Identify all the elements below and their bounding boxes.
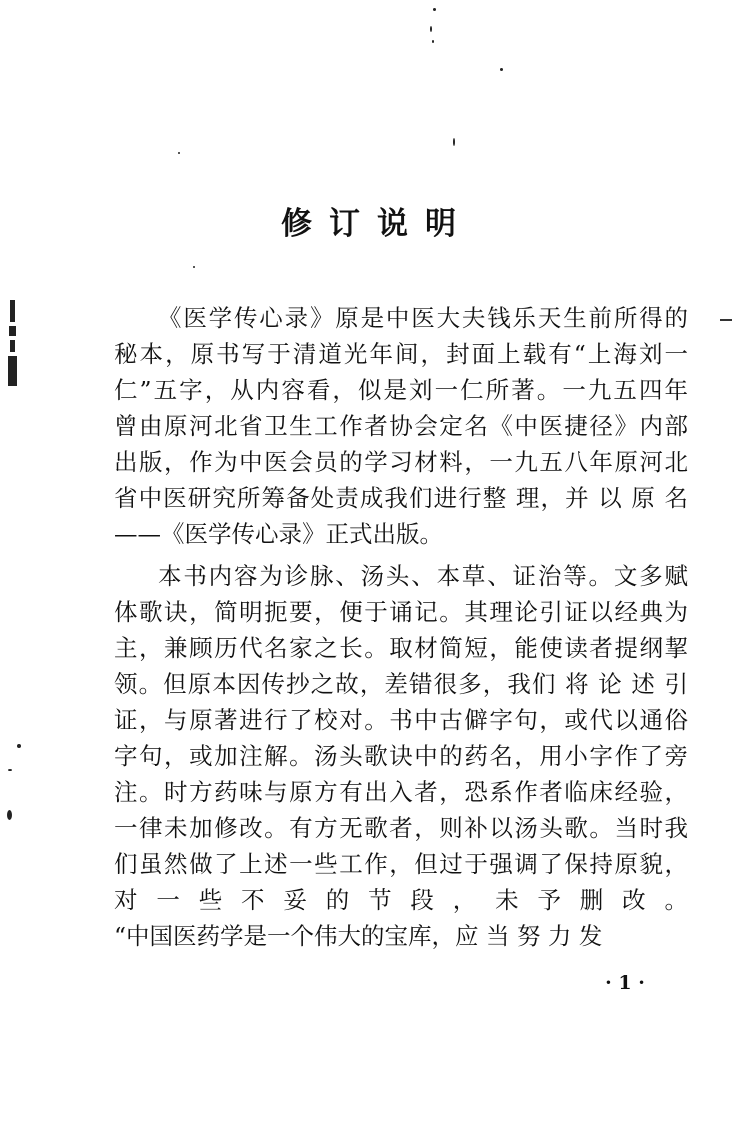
text-line	[158, 924, 688, 960]
scan-speck	[17, 744, 21, 748]
text-line: 省中医研究所筹备处责成我们进行整 理，并 以 原 名	[114, 484, 688, 512]
text-line: 《医学传心录》原是中医大夫钱乐天生前所得的	[158, 304, 688, 332]
page-number: · 1 ·	[605, 972, 645, 994]
scan-speck	[178, 152, 180, 154]
text-line: 们虽然做了上述一些工作，但过于强调了保持原貌，	[114, 850, 688, 878]
scan-speck	[500, 68, 503, 71]
text-line: 领。但原本因传抄之故，差错很多，我们 将 论 述 引	[114, 670, 688, 698]
text-line: 曾由原河北省卫生工作者协会定名《中医捷径》内部	[114, 412, 688, 440]
text-line: 出版，作为中医会员的学习材料，一九五八年原河北	[114, 448, 688, 476]
text-line: 体歌诀，简明扼要，便于诵记。其理论引证以经典为	[114, 598, 688, 626]
page-title: 修订说明	[281, 206, 473, 242]
text-line: 注。时方药味与原方有出入者，恐系作者临床经验，	[114, 778, 688, 806]
binding-mark	[6, 300, 18, 390]
text-line: “中国医药学是一个伟大的宝库，应 当 努 力 发	[114, 922, 603, 950]
edge-mark	[720, 319, 732, 321]
scan-speck	[432, 40, 434, 43]
scan-speck	[8, 769, 12, 771]
text-line: 本书内容为诊脉、汤头、本草、证治等。文多赋	[158, 562, 688, 590]
scan-speck	[7, 810, 12, 820]
text-line: ——《医学传心录》正式出版。	[114, 520, 443, 548]
text-line: 一律未加修改。有方无歌者，则补以汤头歌。当时我	[114, 814, 688, 842]
scan-speck	[193, 266, 195, 268]
text-line: 仁”五字，从内容看，似是刘一仁所著。一九五四年	[114, 376, 688, 404]
text-line: 秘本，原书写于清道光年间，封面上载有“上海刘一	[114, 340, 688, 368]
scan-speck	[433, 8, 436, 11]
text-line: 主，兼顾历代名家之长。取材简短，能使读者提纲挈	[114, 634, 688, 662]
scan-speck	[453, 138, 455, 146]
text-line: 对一些不妥的节段，未予删改。	[114, 886, 688, 914]
text-line: 证，与原著进行了校对。书中古僻字句，或代以通俗	[114, 706, 688, 734]
scan-speck	[430, 26, 432, 32]
text-line: 字句，或加注解。汤头歌诀中的药名，用小字作了旁	[114, 742, 688, 770]
